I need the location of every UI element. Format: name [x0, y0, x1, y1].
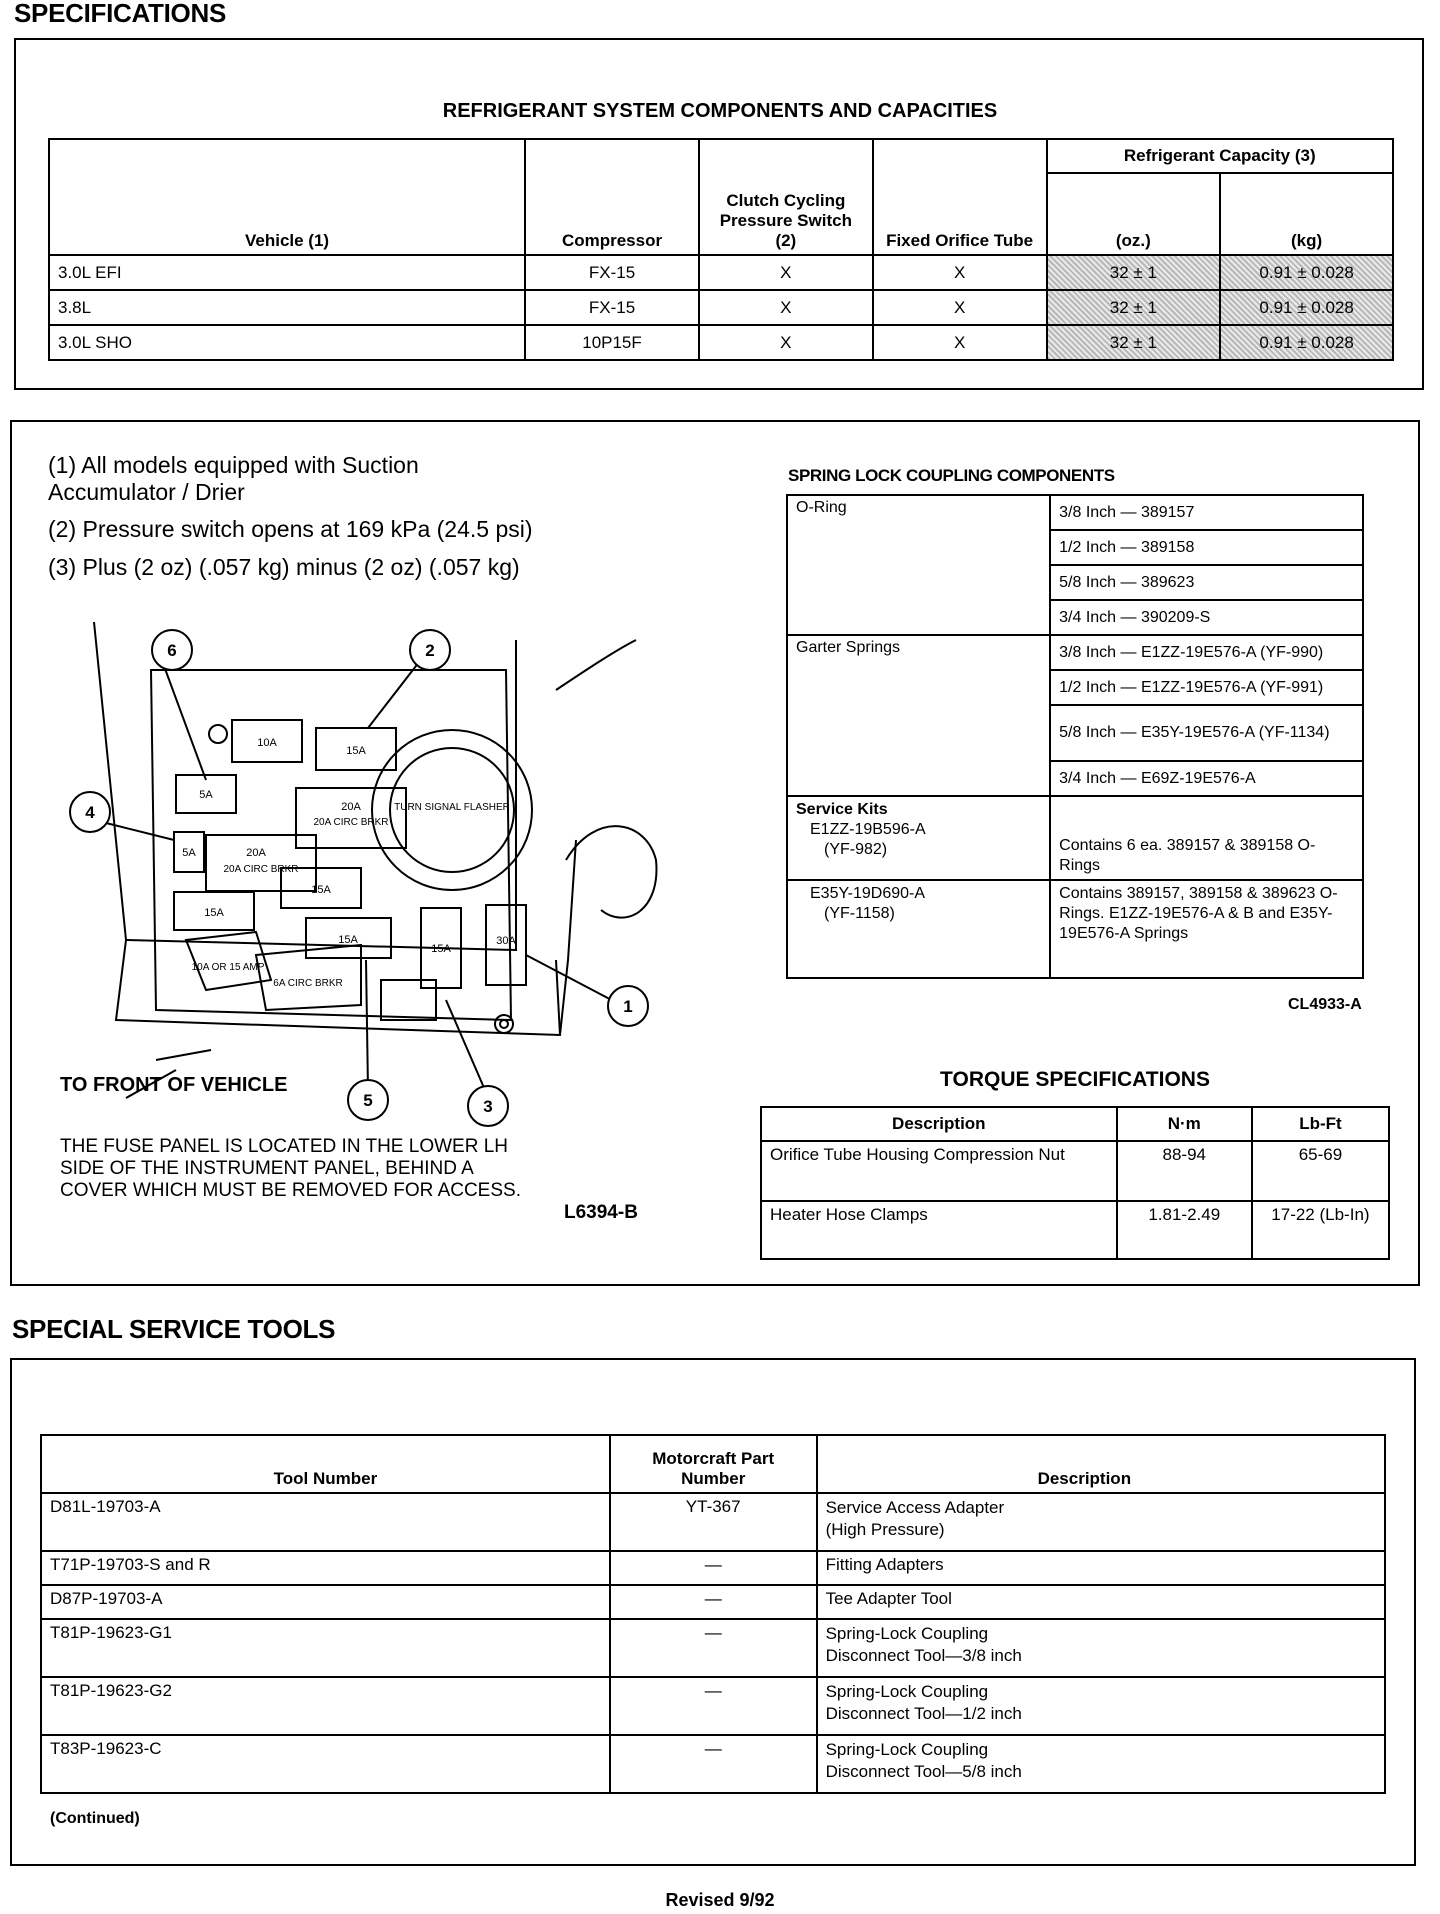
cell-fot: X — [873, 325, 1047, 360]
breaker-label: 20A CIRC BRKR — [223, 864, 299, 875]
torque-desc: Orifice Tube Housing Compression Nut — [761, 1141, 1117, 1201]
fuse-label: 5A — [182, 847, 196, 859]
table-row — [41, 1493, 1385, 1551]
cell-kg: 0.91 ± 0.028 — [1220, 290, 1393, 325]
fuse-panel-diagram — [56, 610, 666, 1130]
cell-ccps: X — [699, 325, 873, 360]
tool-part: — — [610, 1677, 817, 1735]
torque-lbft: 17-22 (Lb-In) — [1252, 1201, 1389, 1259]
col-ccps: Clutch Cycling Pressure Switch (2) — [699, 139, 873, 255]
o-ring-item: 3/4 Inch — 390209-S — [1050, 600, 1363, 635]
torque-col-nm: N·m — [1117, 1107, 1252, 1141]
note-3: (3) Plus (2 oz) (.057 kg) minus (2 oz) (.057 kg) — [48, 554, 520, 580]
o-ring-item: 1/2 Inch — 389158 — [1050, 530, 1363, 565]
tool-part: — — [610, 1735, 817, 1793]
col-compressor: Compressor — [525, 139, 699, 255]
fuse-label: 15A — [204, 907, 224, 919]
kit-1-code: (YF-982) — [824, 841, 888, 858]
cell-oz: 32 ± 1 — [1047, 290, 1221, 325]
tools-col-desc: Description — [817, 1435, 1385, 1493]
fuse-label: 15A — [346, 745, 366, 757]
fuse-label: 15A — [431, 943, 451, 955]
tool-part: — — [610, 1585, 817, 1619]
tool-number: T81P-19623-G1 — [41, 1619, 610, 1677]
cell-compressor: FX-15 — [525, 290, 699, 325]
fuse-label: 15A — [311, 884, 331, 896]
callout-6-label: 6 — [167, 641, 177, 660]
callout-4-label: 4 — [85, 803, 95, 822]
garter-label: Garter Springs — [787, 635, 1050, 796]
col-kg: (kg) — [1220, 173, 1393, 255]
tool-desc-line2: Disconnect Tool—1/2 inch — [825, 1704, 1022, 1723]
table-row — [49, 255, 1393, 290]
callout-5-label: 5 — [363, 1091, 373, 1110]
tool-desc-line1: Spring-Lock Coupling — [825, 1740, 989, 1759]
torque-table — [760, 1106, 1390, 1260]
o-ring-item: 5/8 Inch — 389623 — [1050, 565, 1363, 600]
tool-number: D81L-19703-A — [41, 1493, 610, 1551]
kit-1-number: E1ZZ-19B596-A — [810, 821, 926, 838]
kit-2-desc: Contains 389157, 389158 & 389623 O-Rings. E1ZZ-19E576-A & B and E35Y-19E576-A Springs — [1050, 880, 1363, 978]
cell-fot: X — [873, 255, 1047, 290]
col-oz: (oz.) — [1047, 173, 1221, 255]
kit-1-desc: Contains 6 ea. 389157 & 389158 O-Rings — [1050, 796, 1363, 880]
torque-desc: Heater Hose Clamps — [761, 1201, 1117, 1259]
cell-vehicle: 3.0L SHO — [49, 325, 525, 360]
note-1: (1) All models equipped with Suction Accumulator / Drier — [48, 452, 419, 505]
table-row — [49, 290, 1393, 325]
table-row — [41, 1585, 1385, 1619]
garter-item: 3/4 Inch — E69Z-19E576-A — [1050, 761, 1363, 796]
fuse-label: 10A OR 15 AMP — [191, 962, 265, 973]
cell-oz: 32 ± 1 — [1047, 325, 1221, 360]
torque-col-desc: Description — [761, 1107, 1117, 1141]
garter-item: 1/2 Inch — E1ZZ-19E576-A (YF-991) — [1050, 670, 1363, 705]
col-capacity-group: Refrigerant Capacity (3) — [1047, 139, 1394, 173]
cell-ccps: X — [699, 255, 873, 290]
tool-part: — — [610, 1619, 817, 1677]
table-row — [41, 1677, 1385, 1735]
tools-col-tool: Tool Number — [41, 1435, 610, 1493]
tool-number: T81P-19623-G2 — [41, 1677, 610, 1735]
refrigerant-table-title: REFRIGERANT SYSTEM COMPONENTS AND CAPACITIES — [442, 100, 998, 122]
spring-lock-table — [786, 494, 1364, 979]
revised-footer: Revised 9/92 — [665, 1890, 775, 1910]
table-row — [49, 325, 1393, 360]
cell-compressor: 10P15F — [525, 325, 699, 360]
breaker-label: 6A CIRC BRKR — [273, 978, 343, 989]
tool-number: D87P-19703-A — [41, 1585, 610, 1619]
cell-compressor: FX-15 — [525, 255, 699, 290]
tool-desc-line2: Disconnect Tool—3/8 inch — [825, 1646, 1022, 1665]
garter-item: 3/8 Inch — E1ZZ-19E576-A (YF-990) — [1050, 635, 1363, 670]
cell-fot: X — [873, 290, 1047, 325]
special-tools-table — [40, 1434, 1386, 1794]
table-row — [41, 1551, 1385, 1585]
torque-nm: 1.81-2.49 — [1117, 1201, 1252, 1259]
cell-oz: 32 ± 1 — [1047, 255, 1221, 290]
cell-kg: 0.91 ± 0.028 — [1220, 325, 1393, 360]
fuse-panel-caption: THE FUSE PANEL IS LOCATED IN THE LOWER LH SIDE OF THE INSTRUMENT PANEL, BEHIND A COVER WHICH MUST BE REMOVED FOR ACCESS. — [60, 1136, 521, 1201]
note-2: (2) Pressure switch opens at 169 kPa (24.5 psi) — [48, 516, 533, 542]
kit-2-code: (YF-1158) — [824, 905, 895, 922]
torque-title: TORQUE SPECIFICATIONS — [940, 1068, 1210, 1091]
tool-desc-line1: Spring-Lock Coupling — [825, 1682, 989, 1701]
garter-item: 5/8 Inch — E35Y-19E576-A (YF-1134) — [1050, 705, 1363, 761]
tool-desc-line2: (High Pressure) — [825, 1520, 945, 1539]
tools-col-part: Motorcraft Part Number — [610, 1435, 817, 1493]
torque-col-lbft: Lb-Ft — [1252, 1107, 1389, 1141]
kit-2-number: E35Y-19D690-A — [810, 885, 926, 902]
fuse-label: 20A — [246, 847, 266, 859]
o-ring-label: O-Ring — [787, 495, 1050, 635]
fuse-label: 5A — [199, 789, 213, 801]
cell-ccps: X — [699, 290, 873, 325]
cell-vehicle: 3.0L EFI — [49, 255, 525, 290]
col-fot: Fixed Orifice Tube — [873, 139, 1047, 255]
fuse-label: 10A — [257, 737, 277, 749]
tool-desc-line1: Spring-Lock Coupling — [825, 1624, 989, 1643]
tool-part: — — [610, 1551, 817, 1585]
front-of-vehicle-label: TO FRONT OF VEHICLE — [60, 1074, 288, 1096]
callout-1-label: 1 — [623, 997, 633, 1016]
spring-lock-figure-id: CL4933-A — [1288, 996, 1362, 1013]
kits-label: Service Kits — [796, 801, 888, 818]
callout-2-label: 2 — [425, 641, 435, 660]
torque-nm: 88-94 — [1117, 1141, 1252, 1201]
callout-3-label: 3 — [483, 1097, 493, 1116]
table-row — [41, 1619, 1385, 1677]
refrigerant-table — [48, 138, 1394, 361]
continued-note: (Continued) — [50, 1810, 140, 1827]
table-row — [41, 1735, 1385, 1793]
tool-number: T71P-19703-S and R — [41, 1551, 610, 1585]
cell-vehicle: 3.8L — [49, 290, 525, 325]
tool-number: T83P-19623-C — [41, 1735, 610, 1793]
tool-desc-line2: Disconnect Tool—5/8 inch — [825, 1762, 1022, 1781]
o-ring-item: 3/8 Inch — 389157 — [1050, 495, 1363, 530]
col-vehicle: Vehicle (1) — [49, 139, 525, 255]
tool-desc-line1: Tee Adapter Tool — [817, 1585, 1385, 1619]
fuse-label: 15A — [338, 934, 358, 946]
flasher-label: TURN SIGNAL FLASHER — [394, 802, 510, 813]
breaker-label: 20A CIRC BRKR — [313, 817, 389, 828]
tool-desc-line1: Service Access Adapter — [825, 1498, 1005, 1517]
fuse-label: 30A — [496, 935, 516, 947]
tool-desc-line1: Fitting Adapters — [817, 1551, 1385, 1585]
fuse-diagram-id: L6394-B — [564, 1202, 638, 1223]
torque-lbft: 65-69 — [1252, 1141, 1389, 1201]
special-tools-title: SPECIAL SERVICE TOOLS — [12, 1314, 336, 1344]
table-row — [761, 1201, 1389, 1259]
fuse-label: 20A — [341, 801, 361, 813]
tool-part: YT-367 — [610, 1493, 817, 1551]
cell-kg: 0.91 ± 0.028 — [1220, 255, 1393, 290]
specifications-title: SPECIFICATIONS — [14, 0, 227, 28]
table-row — [761, 1141, 1389, 1201]
spring-lock-title: SPRING LOCK COUPLING COMPONENTS — [788, 466, 1115, 485]
